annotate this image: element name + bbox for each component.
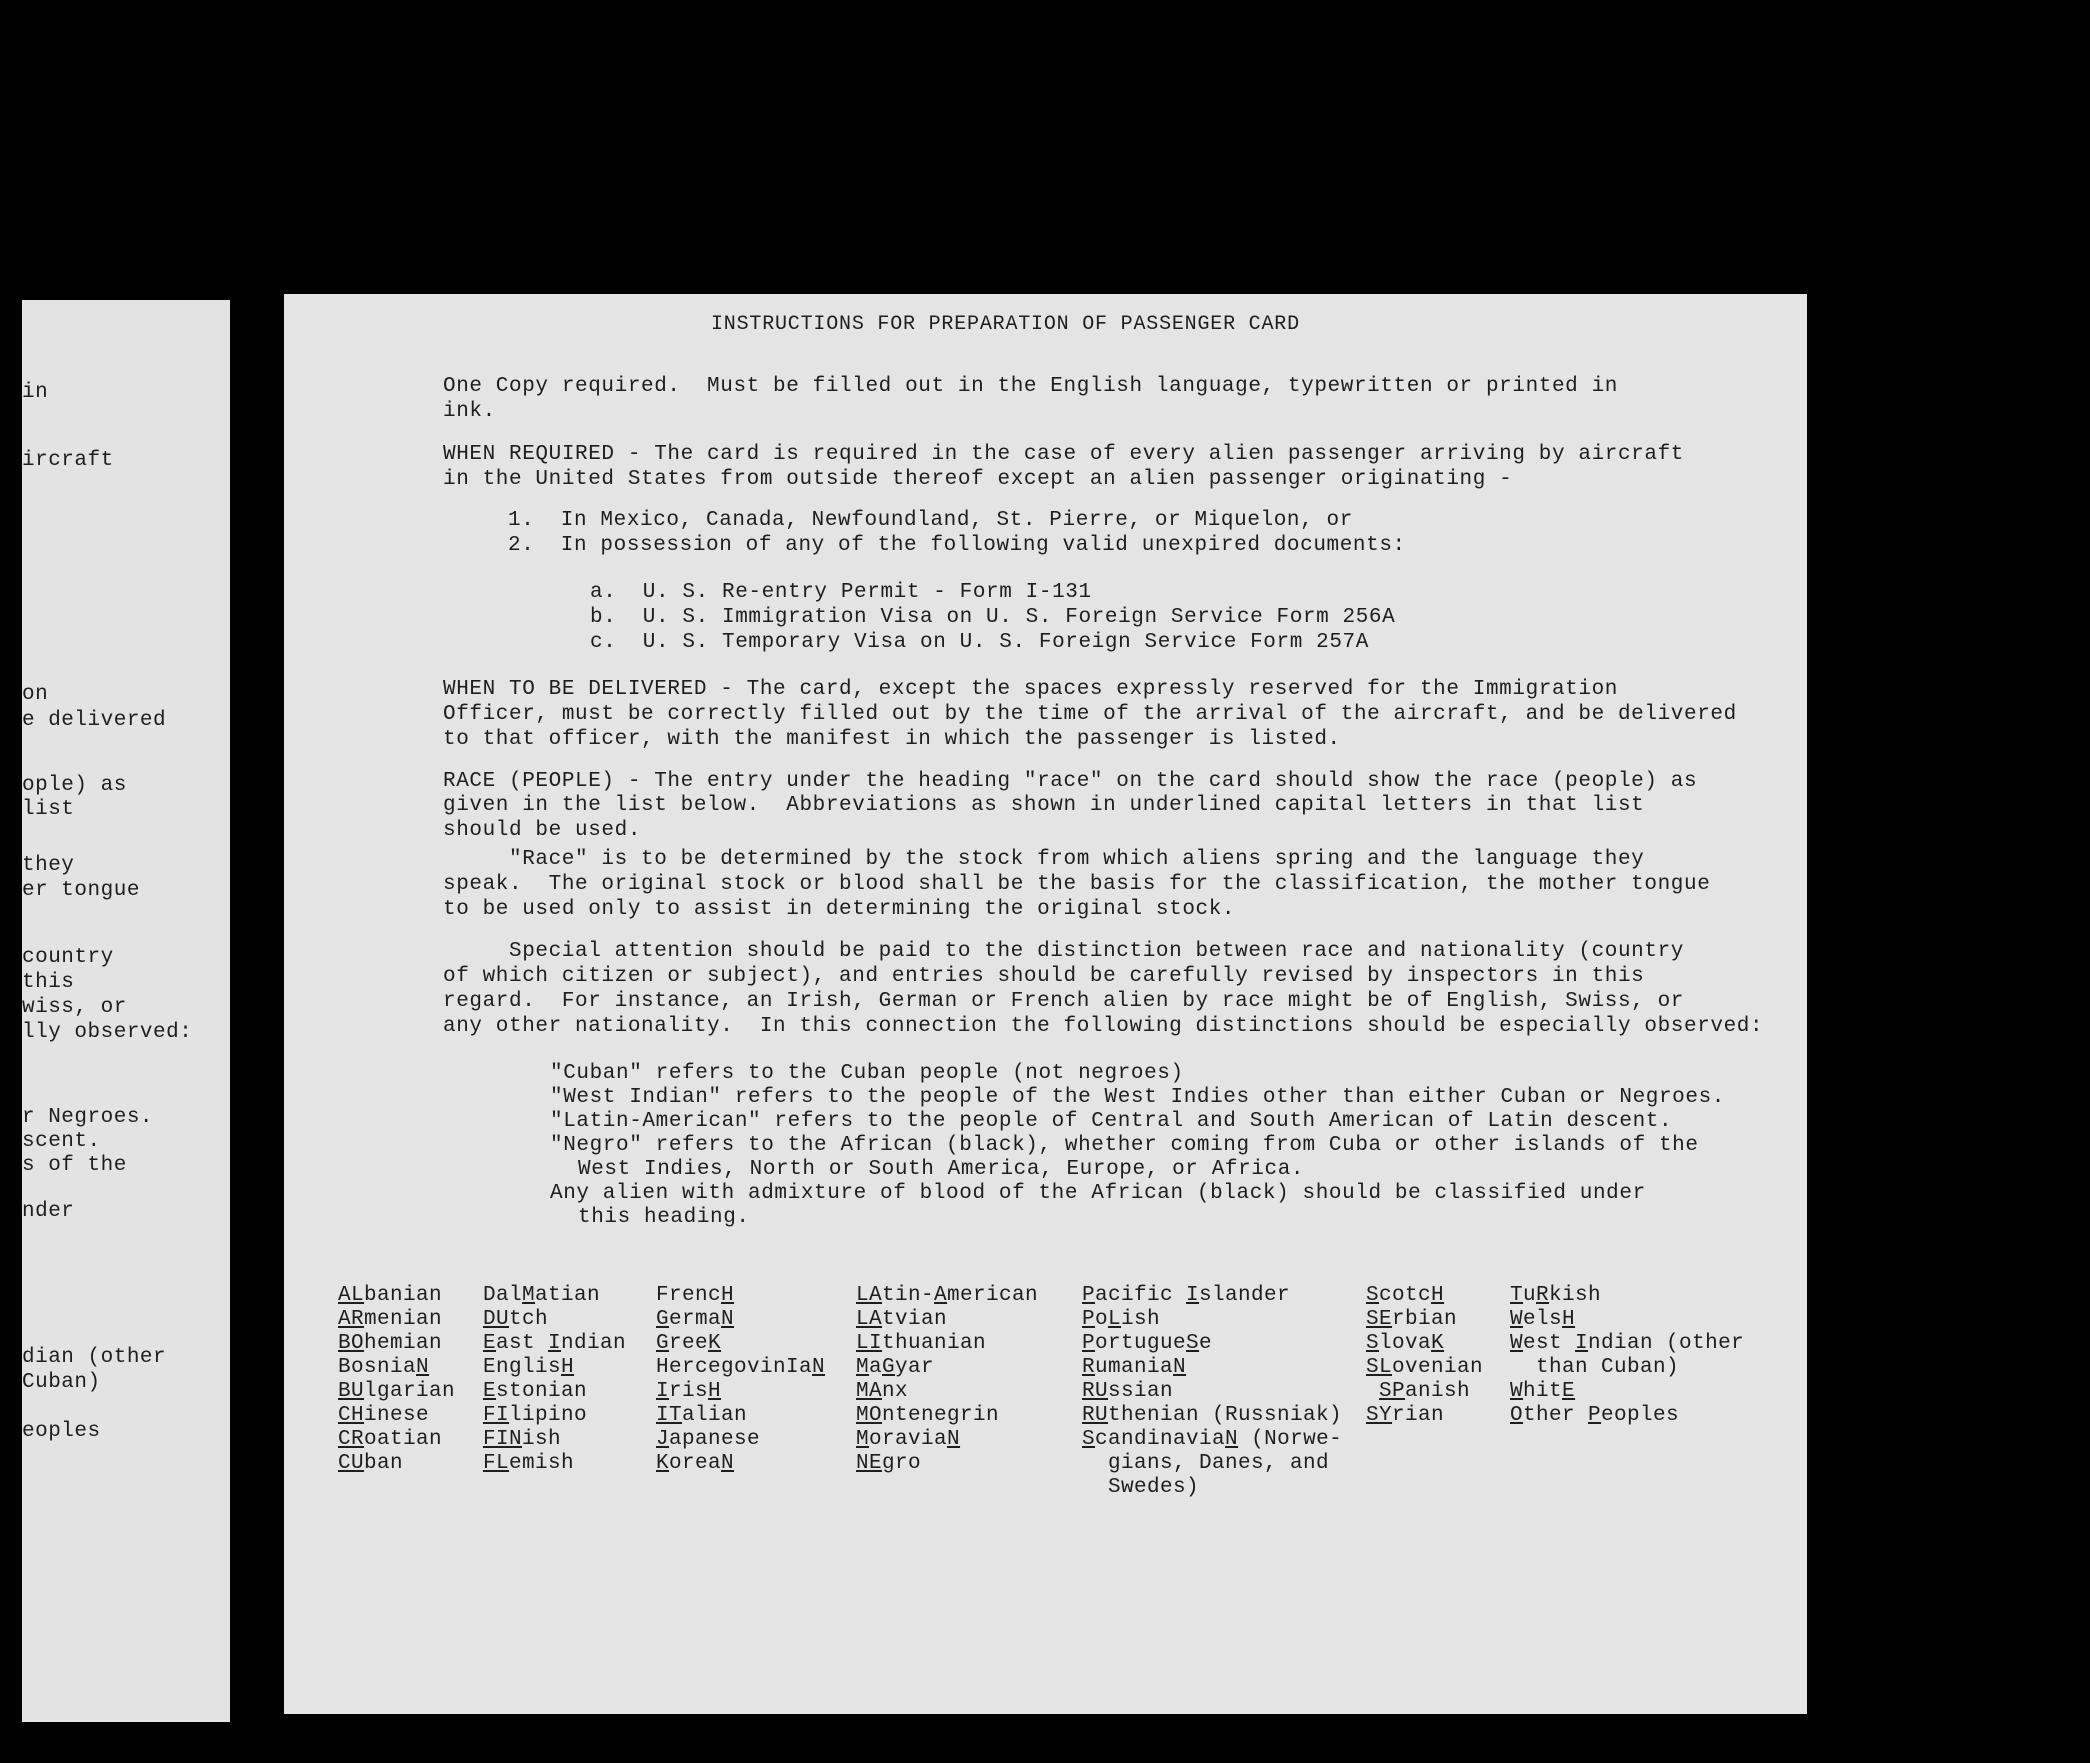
- document-title: INSTRUCTIONS FOR PREPARATION OF PASSENGER CARD: [711, 313, 1300, 336]
- race-entry: SErbian: [1366, 1308, 1458, 1331]
- race-entry: than Cuban): [1510, 1356, 1680, 1379]
- fragment-line: r Negroes.: [22, 1106, 154, 1129]
- race-column: [1082, 1284, 1342, 1500]
- body-line: to be used only to assist in determining the original stock.: [443, 898, 1236, 921]
- fragment-line: scent.: [22, 1130, 101, 1153]
- race-entry: SYrian: [1366, 1404, 1445, 1427]
- fragment-line: this: [22, 971, 75, 994]
- race-entry: EnglisH: [483, 1356, 575, 1379]
- race-entry: SPanish: [1379, 1380, 1471, 1403]
- race-entry: FIlipino: [483, 1404, 588, 1427]
- race-entry: Japanese: [656, 1428, 761, 1451]
- race-entry: SlovaK: [1366, 1332, 1445, 1355]
- race-entry: ITalian: [656, 1404, 748, 1427]
- race-entry: SLovenian: [1366, 1356, 1484, 1379]
- race-entry: GermaN: [656, 1308, 735, 1331]
- race-entry: MOntenegrin: [856, 1404, 1000, 1427]
- body-line: should be used.: [443, 819, 642, 842]
- fragment-line: s of the: [22, 1154, 127, 1177]
- race-entry: BosniaN: [338, 1356, 430, 1379]
- body-line: One Copy required. Must be filled out in the English language, typewritten or printed in: [443, 375, 1618, 398]
- race-entry: KoreaN: [656, 1452, 735, 1475]
- fragment-line: e delivered: [22, 709, 167, 732]
- race-entry: BOhemian: [338, 1332, 443, 1355]
- race-entry: HercegovinIaN: [656, 1356, 826, 1379]
- body-line: WHEN REQUIRED - The card is required in the case of every alien passenger arriving by aircraft: [443, 443, 1684, 466]
- body-line: ink.: [443, 400, 496, 423]
- fragment-line: dian (other: [22, 1346, 167, 1369]
- race-entry: FINish: [483, 1428, 562, 1451]
- race-entry: WelsH: [1510, 1308, 1576, 1331]
- body-line: West Indies, North or South America, Europe, or Africa.: [578, 1158, 1305, 1181]
- body-line: 2. In possession of any of the following valid unexpired documents:: [508, 534, 1406, 557]
- fragment-line: on: [22, 683, 49, 706]
- race-entry: LAtvian: [856, 1308, 948, 1331]
- adjacent-page-fragment: [22, 300, 230, 1722]
- race-entry: GreeK: [656, 1332, 722, 1355]
- body-line: speak. The original stock or blood shall be the basis for the classification, the mother tongue: [443, 873, 1711, 896]
- body-line: any other nationality. In this connection the following distinctions should be especially observed:: [443, 1015, 1764, 1038]
- race-entry: RUssian: [1082, 1380, 1174, 1403]
- race-column: [656, 1284, 825, 1476]
- race-entry: RumaniaN: [1082, 1356, 1187, 1379]
- race-entry: PoLish: [1082, 1308, 1161, 1331]
- race-entry: PortugueSe: [1082, 1332, 1213, 1355]
- fragment-line: nder: [22, 1200, 75, 1223]
- fragment-line: in: [22, 381, 49, 404]
- race-entry: ALbanian: [338, 1284, 443, 1307]
- fragment-line: Cuban): [22, 1371, 101, 1394]
- race-entry: Estonian: [483, 1380, 588, 1403]
- race-column: [856, 1284, 1038, 1476]
- body-line: Officer, must be correctly filled out by the time of the arrival of the aircraft, and be delivered: [443, 703, 1737, 726]
- fragment-line: lly observed:: [22, 1021, 193, 1044]
- race-entry: ScandinaviaN (Norwe-: [1082, 1428, 1343, 1451]
- race-entry: BUlgarian: [338, 1380, 456, 1403]
- race-entry: IrisH: [656, 1380, 722, 1403]
- body-line: of which citizen or subject), and entries should be carefully revised by inspectors in this: [443, 965, 1645, 988]
- race-entry: FLemish: [483, 1452, 575, 1475]
- body-line: Any alien with admixture of blood of the African (black) should be classified under: [550, 1182, 1646, 1205]
- fragment-line: ircraft: [22, 449, 114, 472]
- fragment-line: list: [22, 798, 75, 821]
- instruction-sheet: [284, 294, 1807, 1714]
- race-entry: TuRkish: [1510, 1284, 1602, 1307]
- fragment-line: wiss, or: [22, 996, 127, 1019]
- fragment-line: eoples: [22, 1420, 101, 1443]
- race-entry: FrencH: [656, 1284, 735, 1307]
- body-line: RACE (PEOPLE) - The entry under the heading "race" on the card should show the race (people) as: [443, 770, 1698, 793]
- race-entry: LIthuanian: [856, 1332, 987, 1355]
- body-line: 1. In Mexico, Canada, Newfoundland, St. Pierre, or Miquelon, or: [508, 509, 1353, 532]
- body-line: WHEN TO BE DELIVERED - The card, except the spaces expressly reserved for the Immigration: [443, 678, 1618, 701]
- body-line: "Cuban" refers to the Cuban people (not negroes): [550, 1062, 1184, 1085]
- race-entry: MoraviaN: [856, 1428, 961, 1451]
- body-line: in the United States from outside thereof except an alien passenger originating -: [443, 468, 1513, 491]
- race-entry: Other Peoples: [1510, 1404, 1680, 1427]
- race-entry: RUthenian (Russniak): [1082, 1404, 1343, 1427]
- body-line: c. U. S. Temporary Visa on U. S. Foreign Service Form 257A: [590, 631, 1369, 654]
- body-line: a. U. S. Re-entry Permit - Form I-131: [590, 581, 1092, 604]
- race-column: [483, 1284, 626, 1476]
- race-entry: ARmenian: [338, 1308, 443, 1331]
- fragment-line: country: [22, 946, 114, 969]
- race-entry: MAnx: [856, 1380, 909, 1403]
- race-entry: WhitE: [1510, 1380, 1576, 1403]
- body-line: "Latin-American" refers to the people of Central and South American of Latin descent.: [550, 1110, 1673, 1133]
- race-entry: DUtch: [483, 1308, 549, 1331]
- body-line: given in the list below. Abbreviations as shown in underlined capital letters in that list: [443, 794, 1645, 817]
- race-entry: Swedes): [1082, 1476, 1200, 1499]
- body-line: Special attention should be paid to the distinction between race and nationality (country: [509, 940, 1684, 963]
- race-entry: West Indian (other: [1510, 1332, 1745, 1355]
- body-line: regard. For instance, an Irish, German or French alien by race might be of English, Swiss, or: [443, 990, 1684, 1013]
- body-line: to that officer, with the manifest in which the passenger is listed.: [443, 728, 1341, 751]
- race-entry: CRoatian: [338, 1428, 443, 1451]
- body-line: "Negro" refers to the African (black), whether coming from Cuba or other islands of the: [550, 1134, 1699, 1157]
- race-entry: ScotcH: [1366, 1284, 1445, 1307]
- race-entry: MaGyar: [856, 1356, 935, 1379]
- race-column: [338, 1284, 455, 1476]
- body-line: "Race" is to be determined by the stock from which aliens spring and the language they: [509, 848, 1645, 871]
- race-column: [1510, 1284, 1744, 1428]
- race-entry: Pacific Islander: [1082, 1284, 1291, 1307]
- body-line: "West Indian" refers to the people of the West Indies other than either Cuban or Negroes.: [550, 1086, 1725, 1109]
- race-entry: CUban: [338, 1452, 404, 1475]
- race-entry: DalMatian: [483, 1284, 601, 1307]
- race-entry: LAtin-American: [856, 1284, 1039, 1307]
- race-entry: gians, Danes, and: [1082, 1452, 1330, 1475]
- fragment-line: ople) as: [22, 774, 127, 797]
- fragment-line: they: [22, 854, 75, 877]
- race-entry: NEgro: [856, 1452, 922, 1475]
- body-line: this heading.: [578, 1206, 750, 1229]
- race-entry: East Indian: [483, 1332, 627, 1355]
- race-entry: CHinese: [338, 1404, 430, 1427]
- race-column: [1366, 1284, 1483, 1428]
- fragment-line: er tongue: [22, 879, 140, 902]
- body-line: b. U. S. Immigration Visa on U. S. Foreign Service Form 256A: [590, 606, 1396, 629]
